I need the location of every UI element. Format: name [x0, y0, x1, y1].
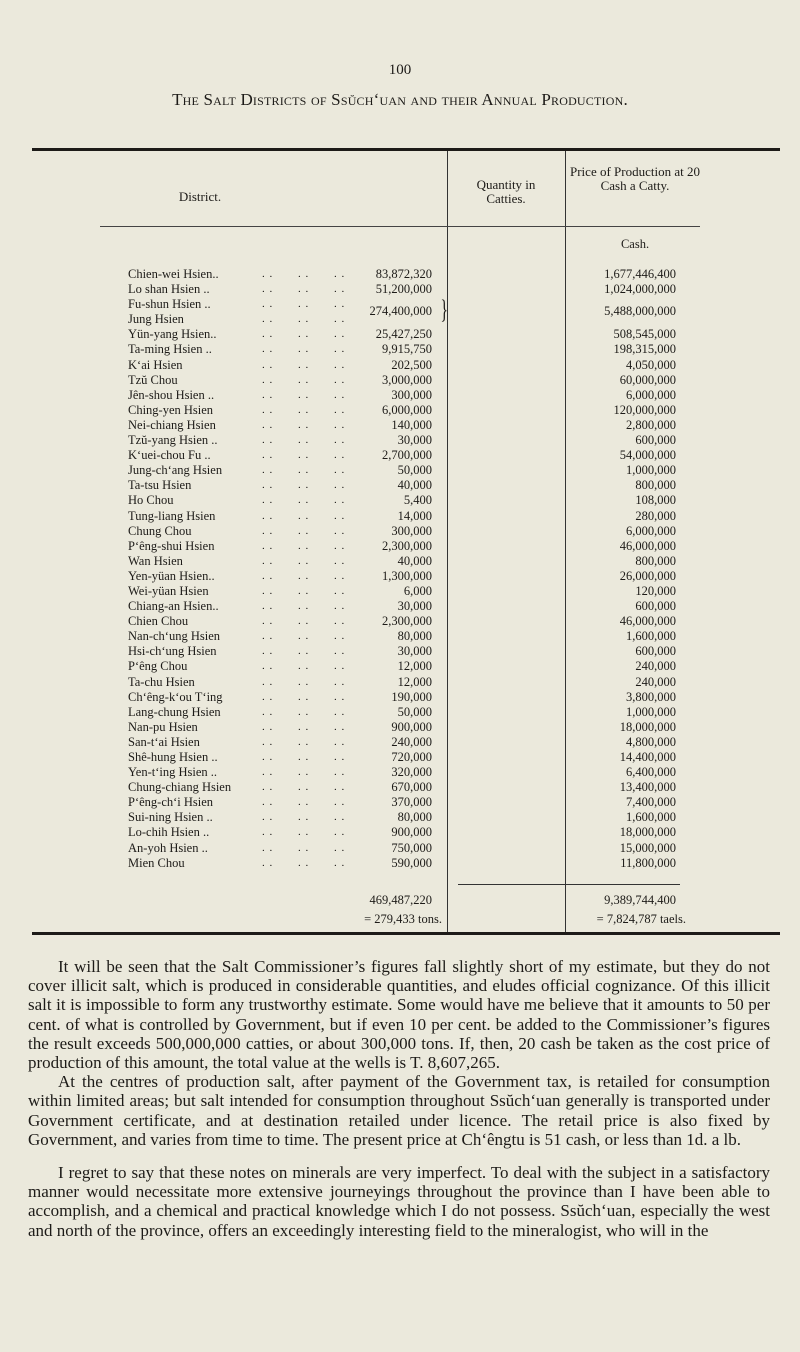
combined-price: 5,488,000,000: [604, 304, 676, 318]
leader-dots: . .: [298, 645, 310, 658]
leader-dots: . .: [334, 615, 346, 628]
leader-dots: . .: [298, 283, 310, 296]
district-name: Nei-chiang Hsien: [128, 417, 216, 432]
leader-dots: . .: [334, 675, 346, 688]
leader-dots: . .: [262, 705, 274, 718]
quantity-value: 2,700,000: [382, 448, 432, 463]
district-name: Yün-yang Hsien..: [128, 327, 217, 342]
leader-dots: . .: [262, 388, 274, 401]
price-value: 1,000,000: [626, 704, 676, 719]
quantity-value: 300,000: [391, 523, 432, 538]
leader-dots: . .: [298, 373, 310, 386]
leader-dots: . .: [262, 434, 274, 447]
table-row: [0, 659, 800, 674]
table-row: [0, 539, 800, 554]
district-name: Yen-yüan Hsien..: [128, 568, 215, 583]
paragraph: It will be seen that the Salt Commissioner’s figures fall slightly short of my estimate, but they do not cover illicit salt, which is produced in considerable quantities, and eludes official cognizance. Of this illicit salt it is impossible to form any trustworthy estimate. Some would have me believe that it amounts to 50 per cent. of what is controlled by Government, but if even 10 per cent. be added to the Commissioner’s figures the result exceeds 500,000,000 catties, or about 300,000 tons. If, then, 20 cash be taken as the cost price of production of this amount, the total value at the wells is T. 8,607,265.: [28, 957, 770, 1073]
leader-dots: . .: [298, 388, 310, 401]
table-row: [0, 388, 800, 403]
table-row: [0, 448, 800, 463]
leader-dots: . .: [334, 751, 346, 763]
quantity-value: 3,000,000: [382, 372, 432, 387]
header-quantity: Quantity in Catties.: [476, 177, 536, 206]
table-row: [0, 403, 800, 418]
paragraph: I regret to say that these notes on minerals are very imperfect. To deal with the subject in a satisfactory manner would necessitate more extensive journeyings throughout the province than I have been able to accomplish, and a chemical and practical knowledge which I do not possess. Ssŭch‘uan, especially the west and north of the province, offers an exceedingly interesting field to the mineralogist, who will in the: [28, 1163, 770, 1240]
table-row: [0, 433, 800, 448]
leader-dots: . .: [334, 283, 346, 296]
price-value: 46,000,000: [619, 614, 676, 629]
leader-dots: . .: [298, 569, 310, 582]
price-value: 14,400,000: [619, 750, 676, 764]
price-value: 240,000: [635, 674, 676, 689]
quantity-value: 750,000: [391, 840, 432, 855]
district-name: Jung Hsien: [128, 312, 184, 327]
leader-dots: . .: [334, 313, 346, 326]
leader-dots: . .: [262, 720, 274, 733]
quantity-value: 720,000: [391, 750, 432, 764]
leader-dots: . .: [298, 524, 310, 537]
header-district: District.: [178, 189, 222, 204]
table-row: [0, 569, 800, 584]
district-name: Mien Chou: [128, 855, 185, 870]
price-value: 26,000,000: [619, 568, 676, 583]
quantity-value: 2,300,000: [382, 614, 432, 629]
price-value: 46,000,000: [619, 538, 676, 553]
table-row: [0, 735, 800, 750]
price-unit: Cash.: [620, 237, 650, 251]
leader-dots: . .: [298, 584, 310, 597]
district-name: Lang-chung Hsien: [128, 704, 221, 719]
quantity-value: 83,872,320: [375, 267, 432, 281]
price-value: 18,000,000: [619, 825, 676, 840]
leader-dots: . .: [334, 554, 346, 567]
quantity-value: 370,000: [391, 795, 432, 810]
table-row: [0, 524, 800, 539]
price-value: 1,600,000: [626, 810, 676, 825]
leader-dots: . .: [262, 509, 274, 522]
district-name: Ho Chou: [128, 493, 174, 508]
leader-dots: . .: [262, 826, 274, 839]
leader-dots: . .: [298, 630, 310, 643]
district-name: P‘êng-ch‘i Hsien: [128, 795, 214, 810]
table-row: [0, 282, 800, 297]
leader-dots: . .: [334, 298, 346, 311]
leader-dots: . .: [334, 343, 346, 356]
table-row: [0, 584, 800, 599]
quantity-value: 12,000: [397, 659, 432, 674]
leader-dots: . .: [298, 268, 310, 280]
price-value: 7,400,000: [626, 795, 676, 810]
leader-dots: . .: [262, 811, 274, 824]
table-row: [0, 327, 800, 342]
total-quantity: 469,487,220: [369, 893, 432, 907]
price-value: 800,000: [635, 478, 676, 493]
total-price: 9,389,744,400: [604, 893, 676, 907]
price-value: 3,800,000: [626, 689, 676, 704]
table-row: [0, 810, 800, 825]
leader-dots: . .: [298, 418, 310, 431]
price-value: 1,600,000: [626, 629, 676, 644]
table-row: [0, 705, 800, 720]
table-row: [0, 720, 800, 735]
leader-dots: . .: [298, 343, 310, 356]
brace-icon: }: [440, 295, 448, 324]
leader-dots: . .: [298, 660, 310, 673]
table-row: [0, 765, 800, 780]
district-name: Lo shan Hsien ..: [128, 282, 210, 297]
quantity-value: 2,300,000: [382, 538, 432, 553]
quantity-value: 14,000: [397, 508, 432, 523]
leader-dots: . .: [298, 720, 310, 733]
leader-dots: . .: [262, 569, 274, 582]
leader-dots: . .: [262, 554, 274, 567]
leader-dots: . .: [298, 766, 310, 779]
leader-dots: . .: [334, 434, 346, 447]
district-name: Ching-yen Hsien: [128, 402, 214, 417]
quantity-value: 1,300,000: [382, 568, 432, 583]
leader-dots: . .: [334, 856, 346, 869]
table-row: [0, 373, 800, 388]
leader-dots: . .: [334, 705, 346, 718]
table-row: [0, 795, 800, 810]
leader-dots: . .: [298, 841, 310, 854]
district-name: Ta-ming Hsien ..: [128, 342, 212, 357]
table-row: [0, 493, 800, 508]
table-top-rule: [32, 148, 780, 151]
district-name: Chiang-an Hsien..: [128, 599, 219, 614]
quantity-value: 80,000: [397, 629, 432, 644]
leader-dots: . .: [298, 449, 310, 462]
price-value: 120,000: [635, 583, 676, 598]
leader-dots: . .: [334, 268, 346, 280]
leader-dots: . .: [334, 720, 346, 733]
leader-dots: . .: [262, 735, 274, 748]
leader-dots: . .: [262, 584, 274, 597]
leader-dots: . .: [262, 539, 274, 552]
table-row: [0, 614, 800, 629]
leader-dots: . .: [334, 660, 346, 673]
quantity-value: 670,000: [391, 780, 432, 795]
district-name: P‘êng-shui Hsien: [128, 538, 215, 553]
table-row: [0, 509, 800, 524]
table-row: [0, 463, 800, 478]
leader-dots: . .: [298, 796, 310, 809]
price-value: 15,000,000: [619, 840, 676, 855]
leader-dots: . .: [262, 418, 274, 431]
district-name: Chung Chou: [128, 523, 192, 538]
price-value: 280,000: [635, 508, 676, 523]
leader-dots: . .: [298, 781, 310, 794]
price-value: 60,000,000: [619, 372, 676, 387]
price-value: 18,000,000: [619, 719, 676, 734]
leader-dots: . .: [262, 690, 274, 703]
quantity-value: 900,000: [391, 719, 432, 734]
combined-quantity: 274,400,000: [369, 304, 432, 318]
price-value: 4,800,000: [626, 734, 676, 749]
quantity-value: 5,400: [403, 493, 432, 508]
quantity-value: 40,000: [397, 553, 432, 568]
leader-dots: . .: [262, 796, 274, 809]
leader-dots: . .: [298, 464, 310, 477]
table-bottom-rule: [32, 932, 780, 935]
leader-dots: . .: [334, 373, 346, 386]
quantity-value: 30,000: [397, 433, 432, 448]
leader-dots: . .: [262, 660, 274, 673]
district-name: Chien-wei Hsien..: [128, 267, 219, 281]
leader-dots: . .: [334, 388, 346, 401]
table-row: [0, 629, 800, 644]
leader-dots: . .: [298, 856, 310, 869]
district-name: Hsi-ch‘ung Hsien: [128, 644, 217, 659]
price-value: 108,000: [635, 493, 676, 508]
total-tons: = 279,433 tons.: [364, 912, 442, 926]
leader-dots: . .: [298, 675, 310, 688]
table-row: [0, 856, 800, 871]
header-price: Price of Production at 20 Cash a Catty.: [570, 164, 700, 193]
leader-dots: . .: [334, 569, 346, 582]
leader-dots: . .: [298, 358, 310, 371]
price-value: 4,050,000: [626, 357, 676, 372]
totals-rule: [458, 884, 680, 885]
price-value: 54,000,000: [619, 448, 676, 463]
district-name: K‘uei-chou Fu ..: [128, 448, 211, 463]
quantity-value: 6,000,000: [382, 402, 432, 417]
district-name: Nan-ch‘ung Hsien: [128, 629, 220, 644]
table-row: [0, 750, 800, 765]
quantity-value: 6,000: [403, 583, 432, 598]
district-name: Sui-ning Hsien ..: [128, 810, 213, 825]
leader-dots: . .: [334, 358, 346, 371]
district-name: Fu-shun Hsien ..: [128, 297, 211, 312]
district-name: P‘êng Chou: [128, 659, 188, 674]
leader-dots: . .: [262, 781, 274, 794]
leader-dots: . .: [334, 584, 346, 597]
header-rule: [100, 226, 700, 227]
quantity-value: 140,000: [391, 417, 432, 432]
district-name: Yen-t‘ing Hsien ..: [128, 765, 218, 780]
quantity-value: 240,000: [391, 734, 432, 749]
quantity-value: 320,000: [391, 765, 432, 780]
leader-dots: . .: [334, 811, 346, 824]
leader-dots: . .: [334, 328, 346, 341]
district-name: Jung-ch‘ang Hsien: [128, 463, 223, 478]
leader-dots: . .: [262, 449, 274, 462]
district-name: K‘ai Hsien: [128, 357, 183, 372]
quantity-value: 300,000: [391, 387, 432, 402]
leader-dots: . .: [334, 479, 346, 492]
leader-dots: . .: [334, 418, 346, 431]
price-value: 240,000: [635, 659, 676, 674]
leader-dots: . .: [262, 841, 274, 854]
district-name: Tzŭ-yang Hsien ..: [128, 433, 218, 448]
leader-dots: . .: [334, 464, 346, 477]
leader-dots: . .: [262, 600, 274, 613]
table-row: [0, 690, 800, 705]
leader-dots: . .: [298, 600, 310, 613]
leader-dots: . .: [334, 539, 346, 552]
leader-dots: . .: [298, 615, 310, 628]
district-name: Wei-yüan Hsien: [128, 583, 209, 598]
district-name: San-t‘ai Hsien: [128, 734, 200, 749]
leader-dots: . .: [298, 811, 310, 824]
table-row: [0, 478, 800, 493]
leader-dots: . .: [262, 343, 274, 356]
leader-dots: . .: [298, 554, 310, 567]
quantity-value: 50,000: [397, 463, 432, 478]
table-body: [0, 267, 800, 871]
district-name: Chien Chou: [128, 614, 189, 629]
leader-dots: . .: [334, 781, 346, 794]
leader-dots: . .: [334, 796, 346, 809]
quantity-value: 25,427,250: [375, 327, 432, 342]
district-name: Shê-hung Hsien ..: [128, 750, 218, 764]
price-value: 120,000,000: [613, 402, 676, 417]
leader-dots: . .: [262, 358, 274, 371]
leader-dots: . .: [262, 645, 274, 658]
quantity-value: 590,000: [391, 855, 432, 870]
leader-dots: . .: [298, 509, 310, 522]
body-text: [28, 957, 770, 1240]
quantity-value: 202,500: [391, 357, 432, 372]
table-row: [0, 599, 800, 614]
price-value: 6,000,000: [626, 387, 676, 402]
leader-dots: . .: [262, 494, 274, 507]
leader-dots: . .: [262, 766, 274, 779]
leader-dots: . .: [298, 298, 310, 311]
district-name: Ta-tsu Hsien: [128, 478, 192, 493]
leader-dots: . .: [262, 479, 274, 492]
quantity-value: 900,000: [391, 825, 432, 840]
quantity-value: 190,000: [391, 689, 432, 704]
leader-dots: . .: [262, 630, 274, 643]
page-title: [0, 90, 800, 110]
price-value: 11,800,000: [620, 855, 676, 870]
leader-dots: . .: [334, 841, 346, 854]
leader-dots: . .: [334, 630, 346, 643]
leader-dots: . .: [298, 705, 310, 718]
leader-dots: . .: [298, 494, 310, 507]
leader-dots: . .: [262, 403, 274, 416]
district-name: Tung-liang Hsien: [128, 508, 216, 523]
leader-dots: . .: [334, 735, 346, 748]
price-value: 600,000: [635, 599, 676, 614]
table-row: [0, 644, 800, 659]
quantity-value: 80,000: [397, 810, 432, 825]
leader-dots: . .: [298, 479, 310, 492]
leader-dots: . .: [262, 328, 274, 341]
leader-dots: . .: [262, 268, 274, 280]
leader-dots: . .: [262, 373, 274, 386]
table-row: [0, 358, 800, 373]
quantity-value: 9,915,750: [382, 342, 432, 357]
leader-dots: . .: [262, 751, 274, 763]
table-row: [0, 418, 800, 433]
district-name: Ta-chu Hsien: [128, 674, 195, 689]
leader-dots: . .: [262, 283, 274, 296]
page-number: 100: [388, 62, 412, 78]
table-title: The Salt Districts of Ssŭch‘uan and their Annual Production.: [172, 90, 628, 109]
leader-dots: . .: [298, 434, 310, 447]
price-value: 508,545,000: [613, 327, 676, 342]
leader-dots: . .: [298, 826, 310, 839]
leader-dots: . .: [262, 615, 274, 628]
leader-dots: . .: [334, 766, 346, 779]
district-name: Nan-pu Hsien: [128, 719, 198, 734]
district-name: Tzŭ Chou: [128, 372, 178, 387]
quantity-value: 50,000: [397, 704, 432, 719]
district-name: Jên-shou Hsien ..: [128, 387, 215, 402]
leader-dots: . .: [334, 449, 346, 462]
leader-dots: . .: [262, 524, 274, 537]
leader-dots: . .: [334, 403, 346, 416]
leader-dots: . .: [262, 856, 274, 869]
leader-dots: . .: [334, 600, 346, 613]
leader-dots: . .: [298, 735, 310, 748]
leader-dots: . .: [262, 298, 274, 311]
paragraph: At the centres of production salt, after payment of the Government tax, is retailed for consumption within limited areas; but salt intended for consumption throughout Ssŭch‘uan generally is transported under Government certificate, and at destination retailed under licence. The retail price is also fixed by Government, and varies from time to time. The present price at Ch‘êngtu is 51 cash, or less than 1d. a lb.: [28, 1072, 770, 1149]
leader-dots: . .: [334, 690, 346, 703]
leader-dots: . .: [298, 328, 310, 341]
leader-dots: . .: [298, 403, 310, 416]
table-row: [0, 841, 800, 856]
district-name: Ch‘êng-k‘ou T‘ing: [128, 689, 223, 704]
quantity-value: 40,000: [397, 478, 432, 493]
leader-dots: . .: [334, 494, 346, 507]
table-row: [0, 267, 800, 282]
leader-dots: . .: [298, 539, 310, 552]
leader-dots: . .: [262, 464, 274, 477]
district-name: Chung-chiang Hsien: [128, 780, 232, 795]
price-value: 800,000: [635, 553, 676, 568]
leader-dots: . .: [334, 826, 346, 839]
price-value: 1,024,000,000: [604, 282, 676, 297]
leader-dots: . .: [334, 645, 346, 658]
table-row: [0, 675, 800, 690]
leader-dots: . .: [298, 313, 310, 326]
total-taels: = 7,824,787 taels.: [596, 912, 686, 926]
district-name: An-yoh Hsien ..: [128, 840, 208, 855]
price-value: 600,000: [635, 433, 676, 448]
district-name: Wan Hsien: [128, 553, 183, 568]
quantity-value: 12,000: [397, 674, 432, 689]
price-value: 1,000,000: [626, 463, 676, 478]
price-value: 6,400,000: [626, 765, 676, 780]
price-value: 1,677,446,400: [604, 267, 676, 281]
table-row: [0, 780, 800, 795]
district-name: Lo-chih Hsien ..: [128, 825, 210, 840]
quantity-value: 30,000: [397, 599, 432, 614]
table-row: [0, 825, 800, 840]
leader-dots: . .: [334, 524, 346, 537]
quantity-value: 30,000: [397, 644, 432, 659]
leader-dots: . .: [334, 509, 346, 522]
leader-dots: . .: [262, 313, 274, 326]
leader-dots: . .: [262, 675, 274, 688]
leader-dots: . .: [298, 690, 310, 703]
table-row: [0, 554, 800, 569]
price-value: 198,315,000: [613, 342, 676, 357]
table-row: [0, 342, 800, 357]
quantity-value: 51,200,000: [375, 282, 432, 297]
price-value: 2,800,000: [626, 417, 676, 432]
price-value: 13,400,000: [619, 780, 676, 795]
price-value: 600,000: [635, 644, 676, 659]
leader-dots: . .: [298, 751, 310, 763]
price-value: 6,000,000: [626, 523, 676, 538]
